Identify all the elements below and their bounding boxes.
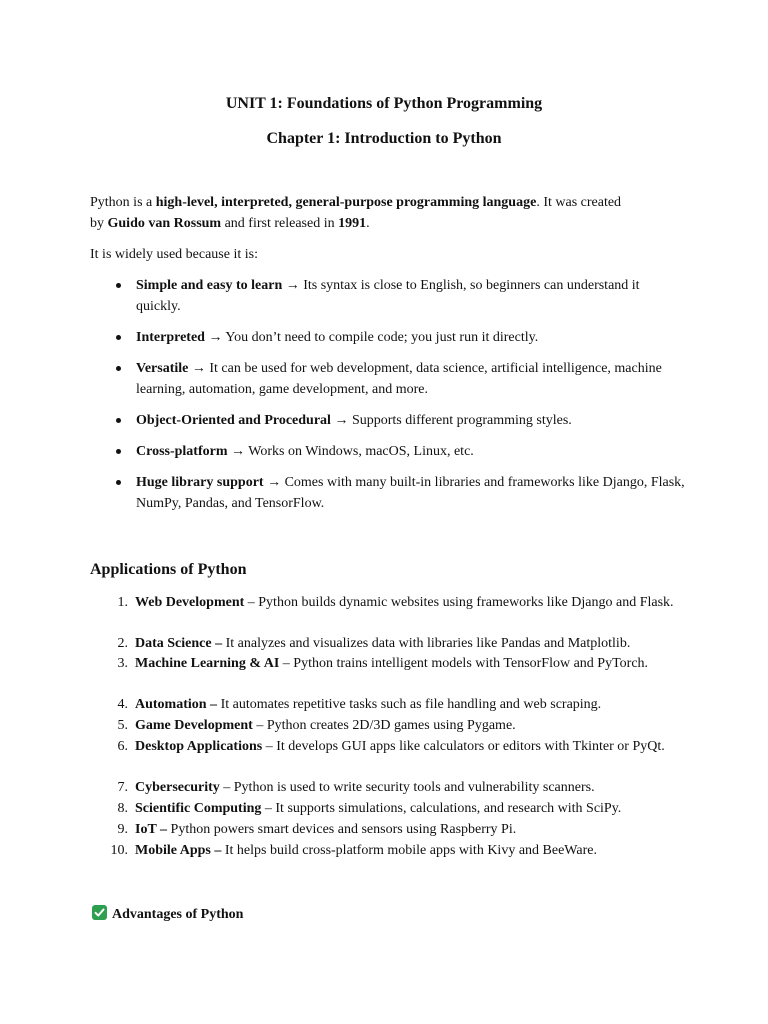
bullet-icon: [116, 480, 121, 485]
advantages-heading-text: Advantages of Python: [112, 907, 244, 922]
applications-heading: Applications of Python: [90, 561, 247, 578]
bullet-icon: [116, 366, 121, 371]
bullet-icon: [116, 418, 121, 423]
widely-used-text: It is widely used because it is:: [90, 247, 258, 262]
bullet-icon: [116, 335, 121, 340]
bullet-icon: [116, 283, 121, 288]
intro-line-1: Python is a high-level, interpreted, general-purpose programming language. It was created: [90, 195, 622, 210]
document-page: UNIT 1: Foundations of Python Programming Chapter 1: Introduction to Python Python is a high-level, interpreted, general-purpose programming language. It was created by Guido van Rossum and first released in 1991. It is widely used because it is: Simple and easy to learn → Its syntax is close to English, so beginners can understand it quickly. Interpreted → You don’t need to compile code; you just run it directly. Versatile → It can be used for web development, data science, artificial intelligence, machine learning, automation, game development, and more. Object-Oriented and Procedural → Supports different programming styles. Cross-platform → Works on Windows, macOS, Linux, etc. Huge library support → Comes with many built-in libraries and frameworks like Django, Flask, NumPy, Pandas, and TensorFlow. Applications of Python 1. Web Development – Python builds dynamic websites using frameworks like Django and Flask. 2. Data Science – It analyzes and visualizes data with libraries like Pandas and Matplotlib. 3. Machine Learning & AI – Python trains intelligent models with TensorFlow and PyTorch. 4. Automation – It automates repetitive tasks such as file handling and web scraping. 5. Game Development – Python creates 2D/3D games using Pygame. 6. Desktop Applications – It develops GUI apps like calculators or editors with Tkinter or PyQt. 7. Cybersecurity – Python is used to write security tools and vulnerability scanners. 8. Scientific Computing – It supports simulations, calculations, and research with SciPy. 9. IoT – Python powers smart devices and sensors using Raspberry Pi. 10. Mobile Apps – It helps build cross-platform mobile apps with Kivy and BeeWare. Advantages of Python: [0, 0, 768, 1024]
chapter-title: Chapter 1: Introduction to Python: [266, 130, 502, 147]
advantages-heading: [92, 905, 243, 925]
unit-title: UNIT 1: Foundations of Python Programming: [225, 95, 543, 112]
check-mark-icon: [92, 905, 107, 920]
intro-paragraph: [90, 192, 690, 234]
intro-line-2: by Guido van Rossum and first released in 1991.: [90, 216, 370, 231]
bullet-icon: [116, 449, 121, 454]
